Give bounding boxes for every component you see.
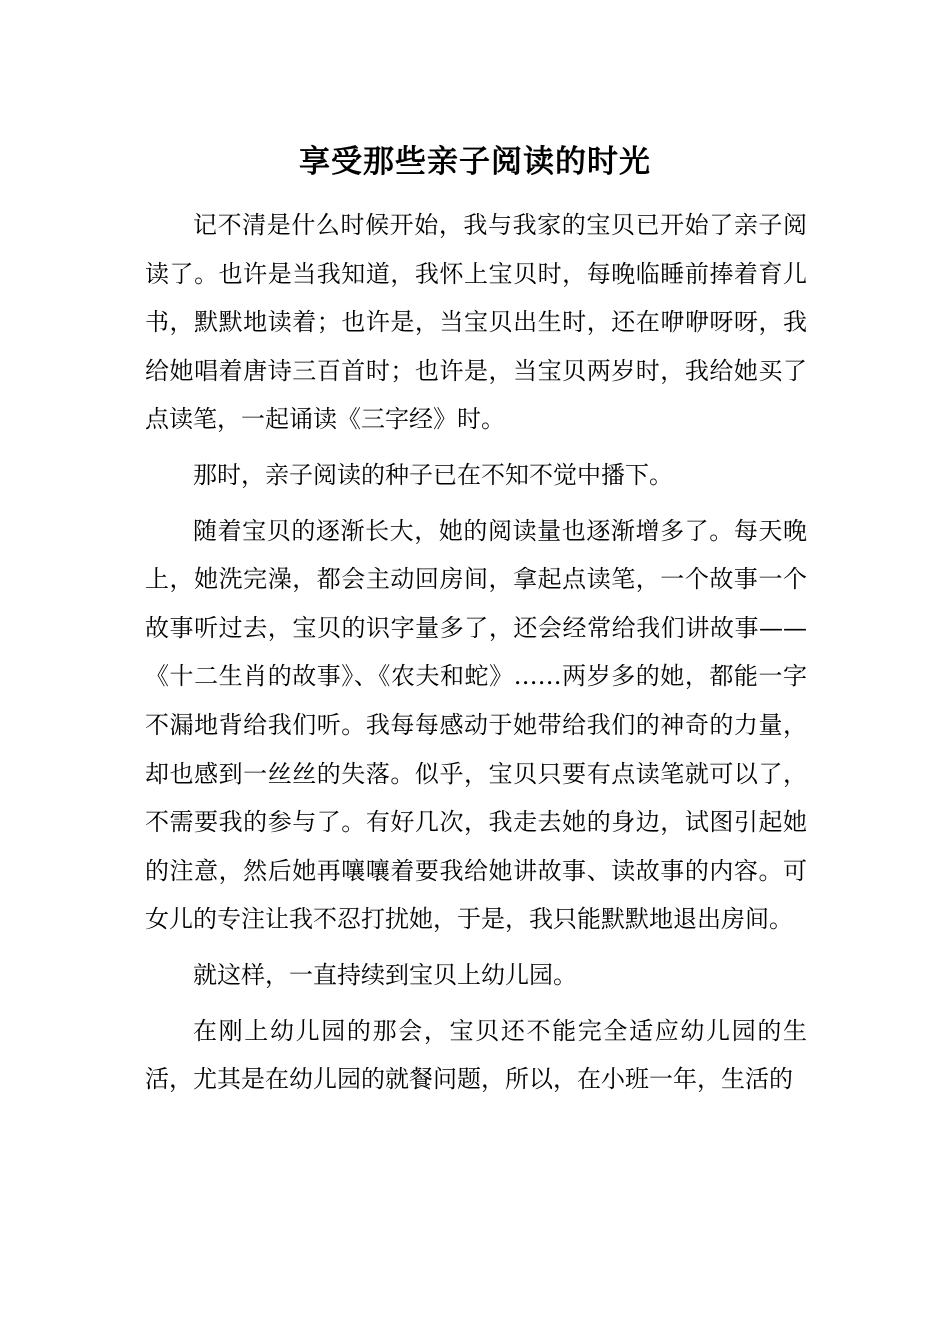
paragraph: 就这样，一直持续到宝贝上幼儿园。 bbox=[193, 960, 577, 989]
paragraph: 随着宝贝的逐渐长大，她的阅读量也逐渐增多了。每天晚上，她洗完澡，都会主动回房间，拿起点读笔，一个故事一个故事听过去，宝贝的识字量多了，还会经常给我们讲故事——《十二生肖的故事》、《农夫和蛇》……两岁多的她，都能一字不漏地背给我们听。我每每感动于她带给我们的神奇的力量，却也感到一丝丝的失落。似乎，宝贝只要有点读笔就可以了，不需要我的参与了。有好几次，我走去她的身边，试图引起她的注意，然后她再嚷嚷着要我给她讲故事、读故事的内容。可女儿的专注让我不忍打扰她，于是，我只能默默地退出房间。 bbox=[145, 516, 807, 934]
paragraph: 那时，亲子阅读的种子已在不知不觉中播下。 bbox=[193, 460, 673, 489]
paragraph: 记不清是什么时候开始，我与我家的宝贝已开始了亲子阅读了。也许是当我知道，我怀上宝贝时，每晚临睡前捧着育儿书，默默地读着；也许是，当宝贝出生时，还在咿咿呀呀，我给她唱着唐诗三百首时；也许是，当宝贝两岁时，我给她买了点读笔，一起诵读《三字经》时。 bbox=[145, 211, 807, 434]
document-title: 享受那些亲子阅读的时光 bbox=[299, 144, 651, 180]
paragraph: 在刚上幼儿园的那会，宝贝还不能完全适应幼儿园的生活，尤其是在幼儿园的就餐问题，所以，在小班一年，生活的 bbox=[145, 1016, 807, 1094]
document-body bbox=[145, 201, 807, 1111]
